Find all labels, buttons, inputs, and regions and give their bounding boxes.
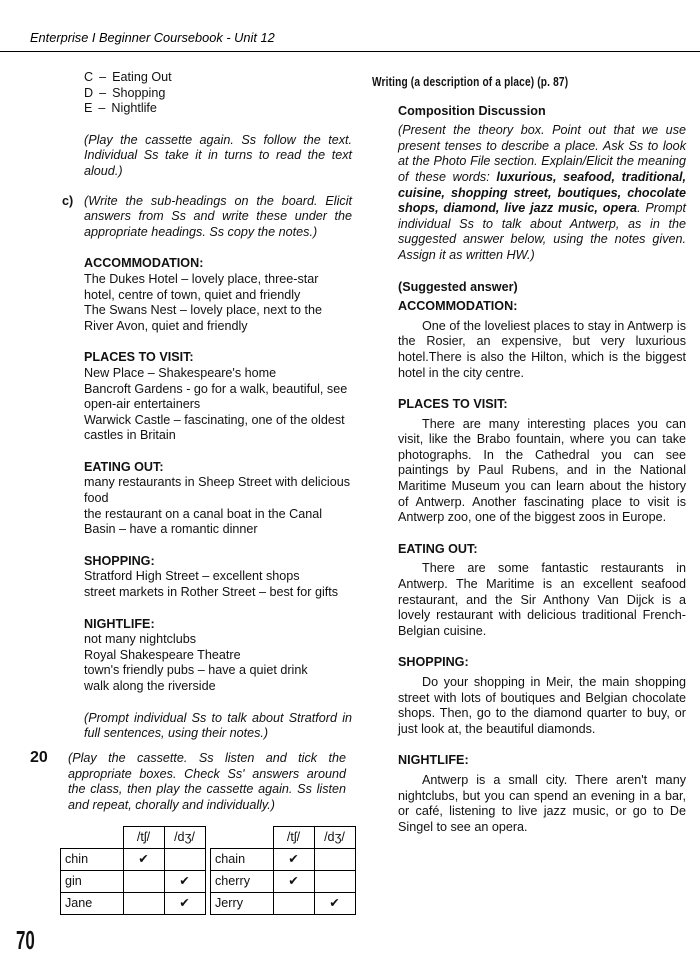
phoneme-table-2: [210, 826, 356, 915]
notes-line: Stratford High Street – excellent shops: [84, 569, 300, 584]
tick-cell: [314, 871, 355, 893]
right-column: [372, 74, 686, 851]
notes-heading: ACCOMMODATION:: [84, 256, 204, 271]
teacher-note: [398, 123, 686, 263]
table-row: [211, 871, 356, 893]
heading-list: [84, 70, 352, 117]
phoneme-table-1: [60, 826, 206, 915]
answer-text: One of the loveliest places to stay in Antwerp is the Rosier, an expensive, but very luxurious hotel.There is also the Hilton, which is the biggest hotel in the city centre.: [398, 318, 686, 380]
left-column: [62, 70, 352, 742]
list-letter: E: [84, 101, 93, 116]
exercise-c-label: c): [62, 193, 74, 208]
word-cell: gin: [61, 871, 124, 893]
column-header: /dʒ/: [314, 827, 355, 849]
notes-section: [84, 617, 352, 695]
column-header: /dʒ/: [164, 827, 205, 849]
answer-heading: NIGHTLIFE:: [398, 753, 469, 768]
notes-line: The Swans Nest – lovely place, next to the River Avon, quiet and friendly: [84, 303, 323, 333]
answer-section: [398, 397, 686, 526]
answer-section: [398, 753, 686, 835]
exercise-number: 20: [30, 749, 48, 766]
word-cell: chin: [61, 849, 124, 871]
answer-section: [398, 299, 686, 381]
table-row: [211, 893, 356, 915]
notes-heading: PLACES TO VISIT:: [84, 350, 194, 365]
header-rule: [0, 51, 700, 52]
tick-cell: ✔: [164, 893, 205, 915]
notes-section: [84, 350, 352, 444]
answer-text: Antwerp is a small city. There aren't many nightclubs, but you can spend an evening in a bar, or café, listening to live jazz music, or go to De Singel to see an opera.: [398, 772, 686, 834]
notes-line: Warwick Castle – fascinating, one of the oldest castles in Britain: [84, 412, 345, 443]
answer-heading: PLACES TO VISIT:: [398, 397, 508, 412]
answer-section: [398, 655, 686, 737]
list-item: [84, 70, 352, 86]
answer-section: [398, 542, 686, 640]
list-item: [84, 101, 352, 117]
notes-line: New Place – Shakespeare's home: [84, 365, 277, 380]
list-item: [84, 86, 352, 102]
running-header: Enterprise I Beginner Coursebook - Unit 12: [30, 30, 275, 45]
tick-cell: [314, 849, 355, 871]
notes-line: walk along the riverside: [84, 679, 216, 693]
table-corner: [61, 827, 124, 849]
list-text: Nightlife: [111, 101, 157, 116]
list-text: Eating Out: [112, 70, 172, 84]
subtitle: Composition Discussion: [398, 103, 546, 118]
key-words: luxurious, seafood, traditional, cuisine, shopping street, boutiques, chocolate shops, diamond, live jazz music, opera: [398, 169, 686, 216]
dash: –: [99, 85, 107, 100]
table-row: [61, 893, 206, 915]
page-number: 70: [16, 925, 35, 955]
notes-line: street markets in Rother Street – best for gifts: [84, 585, 339, 600]
notes-heading: NIGHTLIFE:: [84, 616, 155, 631]
exercise-c-note: (Write the sub-headings on the board. Elicit answers from Ss and write these under the appropriate headings. Ss copy the notes.): [84, 193, 352, 239]
tick-cell: [273, 893, 314, 915]
exercise-20-note: (Play the cassette. Ss listen and tick the appropriate boxes. Check Ss' answers around the class, then play the cassette again. Ss listen and repeat, chorally and individually.): [68, 751, 346, 812]
list-letter: C: [84, 70, 94, 84]
list-text: Shopping: [112, 85, 166, 100]
tick-cell: [123, 893, 164, 915]
tick-cell: ✔: [273, 849, 314, 871]
teacher-note: (Prompt individual Ss to talk about Stratford in full sentences, using their notes.): [84, 710, 352, 741]
suggested-answer-label: (Suggested answer): [398, 279, 518, 294]
notes-section: [84, 460, 352, 538]
intro-text: (Present the theory box. Point out that we use present tenses to describe a place. Ask Ss to look at the Photo File section. Explain/Elicit the meaning of these words:: [398, 123, 686, 184]
tick-cell: ✔: [164, 871, 205, 893]
notes-line: many restaurants in Sheep Street with delicious food: [84, 475, 351, 506]
notes-line: Royal Shakespeare Theatre: [84, 647, 241, 662]
answer-text: Do your shopping in Meir, the main shopping street with lots of boutiques and Belgian chocolate shops. Then, go to the diamond quarter to buy, or just look at, the beautiful diamonds.: [398, 675, 686, 736]
tick-cell: ✔: [314, 893, 355, 915]
word-cell: chain: [211, 849, 274, 871]
answer-heading: ACCOMMODATION:: [398, 299, 518, 314]
answer-heading: EATING OUT:: [398, 541, 478, 556]
section-title: Writing (a description of a place) (p. 87): [372, 74, 569, 89]
column-header: /tʃ/: [123, 827, 164, 849]
word-cell: cherry: [211, 871, 274, 893]
notes-section: [84, 554, 352, 601]
notes-line: The Dukes Hotel – lovely place, three-star hotel, centre of town, quiet and friendly: [84, 271, 319, 302]
column-header: /tʃ/: [273, 827, 314, 849]
tick-cell: [164, 849, 205, 871]
teacher-note: (Play the cassette again. Ss follow the text. Individual Ss take it in turns to read the text aloud.): [84, 132, 352, 178]
word-cell: Jane: [61, 893, 124, 915]
notes-line: Bancroft Gardens - go for a walk, beautiful, see open-air entertainers: [84, 381, 348, 412]
dash: –: [98, 101, 106, 116]
notes-heading: EATING OUT:: [84, 459, 164, 474]
list-letter: D: [84, 85, 94, 100]
word-cell: Jerry: [211, 893, 274, 915]
table-header-row: [61, 827, 206, 849]
tick-cell: ✔: [123, 849, 164, 871]
table-corner: [211, 827, 274, 849]
notes-line: town's friendly pubs – have a quiet drink: [84, 663, 308, 678]
answer-heading: SHOPPING:: [398, 655, 469, 670]
answer-text: There are many interesting places you can visit, like the Brabo fountain, where you can take photographs. In the Cathedral you can see paintings by Paul Rubens, and in the National Maritime Museum you can learn about the history of Antwerp. Another fascinating place to visit is Antwerp zoo, one of the biggest zoos in Europe.: [398, 416, 686, 525]
notes-heading: SHOPPING:: [84, 553, 155, 568]
dash: –: [99, 70, 107, 84]
notes-line: the restaurant on a canal boat in the Canal Basin – have a romantic dinner: [84, 506, 323, 537]
table-row: [61, 871, 206, 893]
intro-text: . Prompt individual Ss to talk about Antwerp, as in the suggested answer below, using the notes given. Assign it as written HW.): [398, 201, 686, 262]
table-row: [61, 849, 206, 871]
tick-cell: ✔: [273, 871, 314, 893]
answer-text: There are some fantastic restaurants in Antwerp. The Maritime is an excellent seafood restaurant, and the Sir Anthony Van Dijck is a lovely restaurant with delicious traditional French-Belgian cuisine.: [398, 561, 686, 638]
table-row: [211, 849, 356, 871]
table-header-row: [211, 827, 356, 849]
notes-section: [84, 256, 352, 334]
notes-line: not many nightclubs: [84, 632, 197, 647]
tick-cell: [123, 871, 164, 893]
